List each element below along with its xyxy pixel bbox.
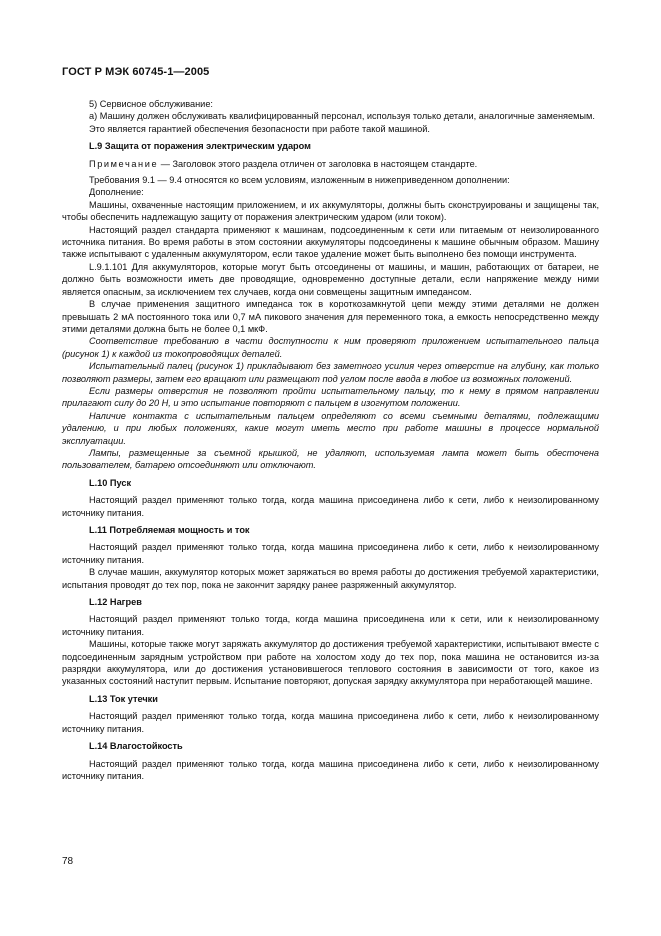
italic-paragraph: Соответствие требованию в части доступности к ним проверяют приложением испытательного пальца (рисунок 1) к каждой из токопроводящих деталей.: [62, 336, 599, 359]
paragraph: L.9.1.101 Для аккумуляторов, которые могут быть отсоединены от машины, и машин, работающих от батареи, не должно быть возможности иметь две проводящие, одновременно доступные детали, если напряжение между ними является опасным, за исключением тех случаев, когда они совмещены защитным импедансом.: [62, 261, 599, 297]
document-header: ГОСТ Р МЭК 60745-1—2005: [62, 66, 210, 78]
paragraph: В случае машин, аккумулятор которых может заряжаться во время работы до достижения требуемой характеристики, испытания проводят до тех пор, пока не закончит зарядку ранее разряженный аккумулятор.: [62, 567, 599, 590]
italic-paragraph: Наличие контакта с испытательным пальцем определяют со всеми съемными деталями, подлежащими удалению, и при любых положениях, какие могут иметь место при работе машины в процессе нормальной эксплуатации.: [62, 410, 599, 446]
paragraph: Дополнение:: [89, 187, 144, 198]
paragraph: Требования 9.1 — 9.4 относятся ко всем условиям, изложенным в нижеприведенном дополнении:: [89, 175, 510, 186]
section-heading: L.10 Пуск: [89, 477, 132, 488]
note-label: Примечание: [89, 158, 159, 169]
paragraph: Машины, охваченные настоящим приложением, и их аккумуляторы, должны быть сконструированы и защищены так, чтобы обеспечить надлежащую защиту от поражения электрическим ударом (или током).: [62, 199, 599, 223]
italic-paragraph: Если размеры отверстия не позволяют пройти испытательному пальцу, то к нему в прямом направлении прилагают силу до 20 Н, и это испытание повторяют с пальцем в изогнутом положении.: [62, 385, 599, 409]
note-paragraph: [62, 158, 599, 170]
paragraph: Настоящий раздел стандарта применяют к машинам, подсоединенным к сети или питаемым от неизолированного источника питания. Во время работы в этом состоянии аккумуляторы подсоединены к машине обычным образом. Машину также испытывают с удаленным аккумулятором, если такое удаление может быть выполнено без помощи инструмента.: [62, 224, 599, 260]
paragraph: Настоящий раздел применяют только тогда, когда машина присоединена либо к сети, либо к неизолированному источнику питания.: [62, 711, 599, 734]
paragraph: Настоящий раздел применяют только тогда, когда машина присоединена либо к сети, либо к неизолированному источнику питания.: [62, 542, 599, 565]
paragraph: Настоящий раздел применяют только тогда, когда машина присоединена или к сети, или к неизолированному источнику питания.: [62, 614, 599, 637]
section-heading: L.11 Потребляемая мощность и ток: [89, 525, 250, 535]
paragraph: 5) Сервисное обслуживание:: [89, 99, 213, 109]
section-heading: L.13 Ток утечки: [89, 693, 158, 704]
page-number: 78: [62, 856, 74, 867]
section-heading: L.9 Защита от поражения электрическим ударом: [89, 141, 311, 152]
paragraph: Настоящий раздел применяют только тогда, когда машина присоединена либо к сети, либо к неизолированному источнику питания.: [62, 758, 599, 781]
paragraph: Настоящий раздел применяют только тогда, когда машина присоединена либо к сети, либо к неизолированному источнику питания.: [62, 495, 599, 518]
note-text: — Заголовок этого раздела отличен от заголовка в настоящем стандарте.: [158, 158, 478, 169]
italic-paragraph: Лампы, размещенные за съемной крышкой, не удаляют, используемая лампа может быть обесточена пользователем, батарею отсоединяют или отключают.: [62, 447, 599, 471]
paragraph: В случае применения защитного импеданса ток в короткозамкнутой цепи между этими деталями не должен превышать 2 мА постоянного тока или 0,7 мА пикового значения для переменного тока, а емкость непосредственно между этими деталями должна быть не более 0,1 мкФ.: [62, 299, 599, 334]
paragraph: Это является гарантией обеспечения безопасности при работе такой машиной.: [89, 123, 430, 134]
section-heading: L.12 Нагрев: [89, 597, 142, 608]
document-body: [62, 98, 599, 782]
italic-paragraph: Испытательный палец (рисунок 1) прикладывают без заметного усилия через отверстие на глубину, как только позволяют размеры, затем его вращают или размещают под углом после ввода в любое из возможных положений.: [62, 361, 599, 384]
paragraph: а) Машину должен обслуживать квалифицированный персонал, используя только детали, аналогичные заменяемым.: [89, 111, 595, 122]
section-heading: L.14 Влагостойкость: [89, 741, 183, 752]
paragraph: Машины, которые также могут заряжать аккумулятор до достижения требуемой характеристики, испытывают вместе с подсоединенным зарядным устройством при работе на холостом ходу до тех пор, пока машина не остановится из-за разрядки аккумулятора, или до достижения установившегося теплового состояния в зависимости от того, какое из указанных состояний наступит первым. Испытание повторяют, допуская зарядку аккумулятора при неработающей машине.: [62, 639, 599, 687]
